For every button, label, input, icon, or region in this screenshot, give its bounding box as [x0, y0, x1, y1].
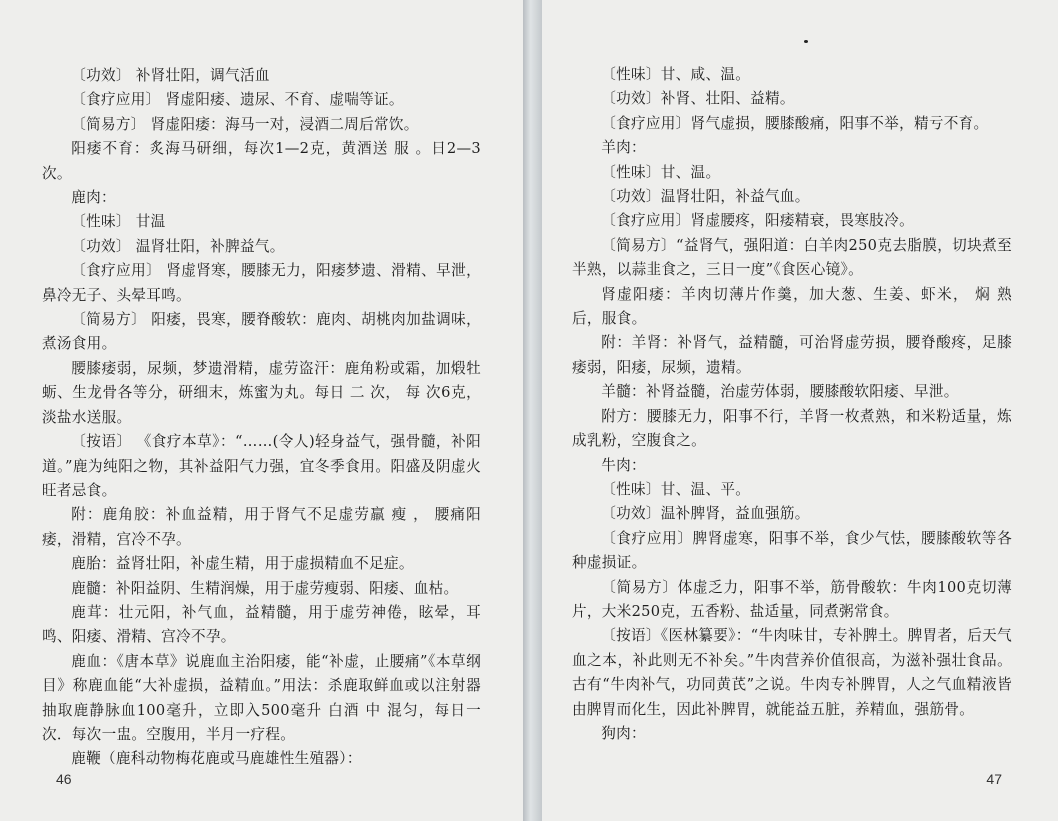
paragraph: 〔简易方〕体虚乏力，阳事不举，筋骨酸软：牛肉100克切薄片，大米250克，五香粉、盐适量，同煮粥常食。: [572, 578, 1012, 620]
paragraph: 〔功效〕温肾壮阳，补益气血。: [601, 188, 810, 206]
paragraph: 肾虚阳痿：羊肉切薄片作羹，加大葱、生姜、虾米， 焖 熟后，服食。: [572, 285, 1012, 328]
paragraph: 〔食疗应用〕 肾虚肾寒，腰膝无力，阳痿梦遗、滑精、早泄，鼻冷无子、头晕耳鸣。: [42, 262, 481, 304]
paragraph: 〔食疗应用〕肾虚腰疼，阳痿精衰，畏寒肢冷。: [601, 212, 914, 230]
paragraph: 〔性味〕甘、咸、温。: [601, 66, 751, 83]
section-heading: 羊肉：: [601, 139, 646, 157]
paragraph: 鹿髓：补阳益阴、生精润燥，用于虚劳瘦弱、阳痿、血枯。: [71, 579, 459, 597]
section-heading: 牛肉：: [601, 456, 646, 474]
paragraph: 腰膝痿弱，尿频，梦遗滑精，虚劳盗汗：鹿角粉或霜，加煅牡蛎、生龙骨各等分，研细末，炼蜜为丸。每日 二 次， 每 次6克，淡盐水送服。: [42, 359, 481, 426]
book-gutter: [523, 0, 542, 821]
paragraph: 〔食疗应用〕 肾虚阳痿、遗尿、不育、虚喘等证。: [71, 91, 404, 109]
paragraph: 鹿茸：壮元阳，补气血，益精髓，用于虚劳神倦，眩晕，耳鸣、阳痿、滑精、宫冷不孕。: [42, 603, 481, 646]
paragraph: 〔食疗应用〕脾肾虚寒，阳事不举，食少气怯，腰膝酸软等各种虚损证。: [572, 529, 1012, 572]
paragraph: 鹿鞭（鹿科动物梅花鹿或马鹿雄性生殖器）：: [71, 750, 362, 768]
paragraph: 〔按语〕 《食疗本草》：“……(令人)轻身益气，强骨髓，补阳道。”鹿为纯阳之物，其补益阳气力强，宜冬季食用。阳盛及阴虚火旺者忌食。: [42, 433, 481, 499]
page-number: 46: [56, 771, 72, 787]
paragraph: 〔性味〕甘、温、平。: [601, 480, 751, 498]
paragraph: 〔性味〕 甘温: [71, 213, 166, 231]
right-page: [542, 0, 1058, 821]
paragraph: 鹿血：《唐本草》说鹿血主治阳痿，能“补虚，止腰痛”《本草纲目》称鹿血能“大补虚损，益精血。”用法：杀鹿取鲜血或以注射器抽取鹿静脉血100毫升，立即入500毫升 白酒 中 混匀，每日一次．每次一盅。空腹用，半月一疗程。: [42, 652, 481, 743]
ink-speck: [804, 40, 808, 43]
paragraph: 〔功效〕温补脾肾，益血强筋。: [601, 505, 810, 523]
paragraph: 〔简易方〕 阳痿，畏寒，腰脊酸软：鹿肉、胡桃肉加盐调味，煮汤食用。: [42, 311, 481, 353]
paragraph: 〔简易方〕 肾虚阳痿：海马一对，浸酒二周后常饮。: [71, 115, 419, 133]
paragraph: 鹿胎：益肾壮阳，补虚生精，用于虚损精血不足症。: [71, 555, 414, 573]
paragraph: 〔性味〕甘、温。: [601, 163, 721, 181]
paragraph: 附：羊肾：补肾气，益精髓，可治肾虚劳损，腰脊酸疼，足膝痿弱，阳痿，尿频，遗精。: [572, 334, 1012, 376]
paragraph: 阳痿不育：炙海马研细，每次1—2克，黄酒送 服 。日2—3次。: [42, 140, 481, 182]
paragraph: 附方：腰膝无力，阳事不行，羊肾一枚煮熟，和米粉适量，炼成乳粉，空腹食之。: [572, 407, 1012, 450]
paragraph: 附：鹿角胶：补血益精，用于肾气不足虚劳羸 瘦 ， 腰痛阳痿，滑精，宫冷不孕。: [42, 506, 481, 548]
section-heading: 狗肉：: [601, 724, 646, 742]
paragraph: 〔功效〕补肾、壮阳、益精。: [601, 90, 795, 108]
page-number: 47: [986, 771, 1002, 787]
paragraph: 〔简易方〕“益肾气，强阳道：白羊肉250克去脂膜，切块煮至半熟，以蒜韭食之，三日一度”《食医心镜》。: [572, 236, 1012, 279]
paragraph: 〔功效〕 补肾壮阳，调气活血: [71, 67, 270, 84]
paragraph: 〔按语〕《医林纂要》：“牛肉味甘，专补脾土。脾胃者，后天气血之本，补此则无不补矣。”牛肉营养价值很高，为滋补强壮食品。古有“牛肉补气，功同黄芪”之说。牛肉专补脾胃，人之气血精液皆由脾胃而化生，因此补脾胃，就能益五脏，养精血，强筋骨。: [572, 627, 1012, 718]
paragraph: 〔功效〕 温肾壮阳，补脾益气。: [71, 237, 285, 255]
paragraph: 〔食疗应用〕肾气虚损，腰膝酸痛，阳事不举，精亏不育。: [601, 114, 989, 132]
paragraph: 羊髓：补肾益髓，治虚劳体弱，腰膝酸软阳痿、早泄。: [601, 383, 959, 401]
left-page: [0, 0, 523, 821]
section-heading: 鹿肉：: [71, 189, 116, 207]
